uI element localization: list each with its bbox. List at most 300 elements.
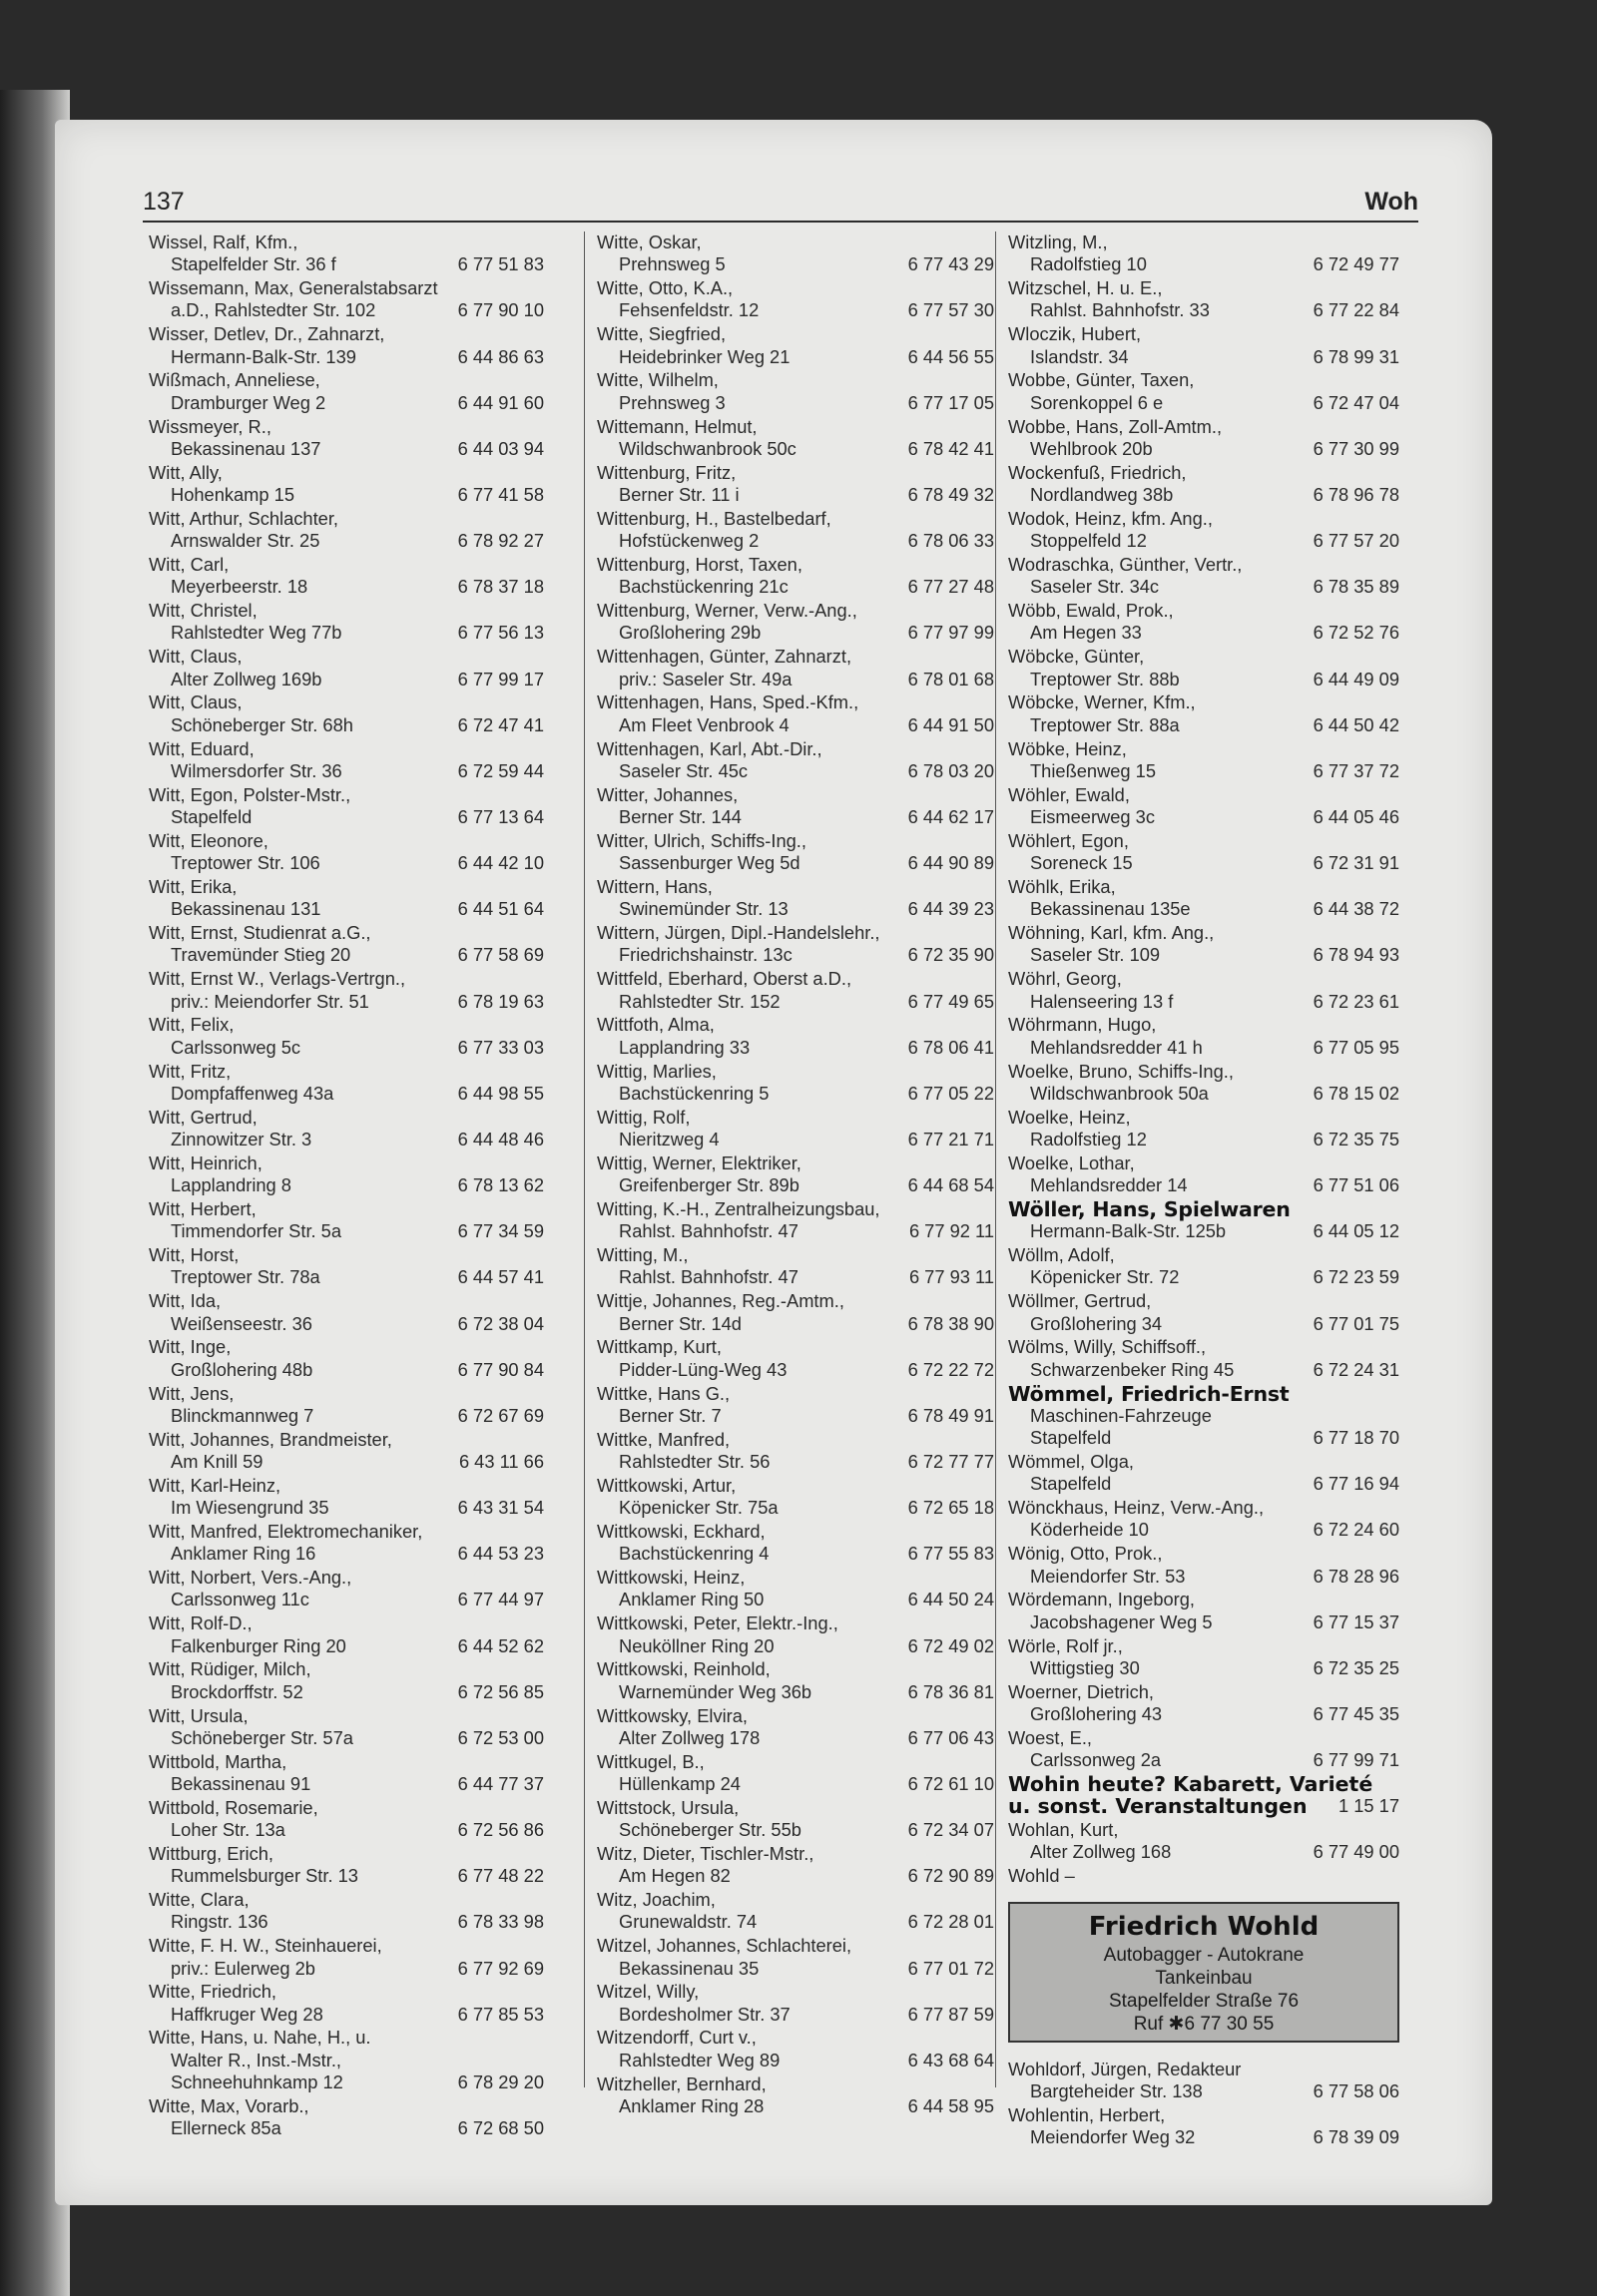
entry-name: Wodraschka, Günther, Vertr., <box>1008 553 1243 575</box>
directory-entry <box>149 1061 544 1106</box>
entry-phone: 6 77 49 00 <box>1313 1841 1399 1863</box>
entry-name: Wönig, Otto, Prok., <box>1008 1543 1163 1565</box>
directory-entry <box>1008 1152 1399 1197</box>
entry-name: Wohldorf, Jürgen, Redakteur <box>1008 2058 1242 2079</box>
entry-address: Bekassinenau 131 <box>171 898 321 920</box>
entry-name: Wißmach, Anneliese, <box>149 369 320 391</box>
entry-address: Rahlst. Bahnhofstr. 33 <box>1030 299 1210 321</box>
ad-line: Stapelfelder Straße 76 <box>1108 1990 1300 2012</box>
directory-entry <box>1008 738 1399 783</box>
entry-phone: 6 44 56 55 <box>907 345 994 367</box>
entry-phone: 6 78 15 02 <box>1313 1082 1399 1104</box>
entry-address: Schöneberger Str. 55b <box>619 1819 801 1841</box>
entry-name: Witz, Joachim, <box>597 1889 716 1911</box>
entry-address: Stapelfelder Str. 36 f <box>171 253 336 275</box>
entry-name: Woelke, Heinz, <box>1008 1106 1131 1128</box>
directory-entry <box>1008 1014 1399 1059</box>
entry-name: Witt, Herbert, <box>149 1197 257 1219</box>
directory-entry <box>597 323 994 368</box>
entry-name: Witzendorff, Curt v., <box>597 2027 757 2049</box>
entry-phone: 6 72 22 72 <box>907 1358 994 1380</box>
entry-phone: 6 44 05 46 <box>1313 805 1399 827</box>
entry-name: Witt, Christel, <box>149 600 258 622</box>
entry-name: Wittfoth, Alma, <box>597 1014 715 1036</box>
entry-name: Wittenburg, Werner, Verw.-Ang., <box>597 600 857 622</box>
entry-phone: 6 72 56 85 <box>457 1680 544 1702</box>
entry-name: Wöbb, Ewald, Prok., <box>1008 600 1174 622</box>
entry-phone: 6 77 21 71 <box>907 1128 994 1149</box>
entry-address: Am Hegen 33 <box>1030 622 1142 644</box>
column-3 <box>995 231 1399 2147</box>
directory-entry <box>597 922 994 967</box>
directory-entry <box>597 2027 994 2071</box>
entry-name: Wittig, Marlies, <box>597 1060 717 1082</box>
entry-address: Am Hegen 82 <box>619 1865 731 1887</box>
entry-name: Wittkowski, Artur, <box>597 1474 737 1496</box>
entry-phone: 6 72 38 04 <box>457 1312 544 1334</box>
entry-phone: 6 44 42 10 <box>457 852 544 874</box>
entry-phone: 6 77 41 58 <box>457 484 544 505</box>
entry-phone: 6 78 01 68 <box>907 668 994 689</box>
directory-entry <box>149 1152 544 1197</box>
directory-entry <box>149 416 544 461</box>
entry-address: Bekassinenau 35 <box>619 1957 760 1979</box>
advertisement-box <box>1008 1902 1399 2043</box>
directory-entry <box>1008 1727 1399 1772</box>
entry-address: Stapelfeld <box>1030 1473 1112 1495</box>
entry-address: Greifenberger Str. 89b <box>619 1174 799 1196</box>
directory-entry <box>1008 830 1399 875</box>
entry-phone: 6 72 77 77 <box>907 1450 994 1472</box>
directory-entry <box>597 1981 994 2026</box>
entry-phone: 6 72 65 18 <box>907 1497 994 1519</box>
entry-name: Wittig, Werner, Elektriker, <box>597 1151 801 1173</box>
entry-phone: 6 72 24 60 <box>1313 1519 1399 1541</box>
entry-address: Rahlstedter Str. 56 <box>619 1450 771 1472</box>
entry-name: Wittke, Hans G., <box>597 1382 731 1404</box>
entry-address: Fehsenfeldstr. 12 <box>619 299 760 321</box>
entry-phone: 6 77 57 20 <box>1313 530 1399 552</box>
entry-address: Wilmersdorfer Str. 36 <box>171 759 342 781</box>
directory-entry <box>597 416 994 461</box>
entry-name: Wissmeyer, R., <box>149 415 271 437</box>
entry-address: Berner Str. 14d <box>619 1312 742 1334</box>
entry-phone: 6 44 48 46 <box>457 1128 544 1149</box>
entry-address: Timmendorfer Str. 5a <box>171 1220 342 1242</box>
entry-name: Witt, Manfred, Elektromechaniker, <box>149 1520 423 1542</box>
entry-phone: 6 77 93 11 <box>908 1266 994 1288</box>
entry-phone: 6 77 06 43 <box>907 1726 994 1748</box>
directory-entry <box>1008 554 1399 599</box>
entry-phone: 6 78 49 91 <box>907 1404 994 1426</box>
entry-name: Witt, Inge, <box>149 1336 232 1358</box>
entry-name: Wönckhaus, Heinz, Verw.-Ang., <box>1008 1497 1265 1519</box>
entry-phone: 6 72 35 90 <box>907 944 994 966</box>
entry-name: Wockenfuß, Friedrich, <box>1008 461 1187 483</box>
directory-entry <box>597 1797 994 1842</box>
entry-name: Wittemann, Helmut, <box>597 415 758 437</box>
entry-address: priv.: Meiendorfer Str. 51 <box>171 990 369 1012</box>
entry-phone: 6 77 55 83 <box>907 1543 994 1565</box>
entry-phone: 6 72 34 07 <box>907 1819 994 1841</box>
entry-address: Stapelfeld <box>1030 1427 1112 1449</box>
directory-entry <box>149 600 544 645</box>
entry-phone: 6 77 01 75 <box>1313 1312 1399 1334</box>
directory-entry <box>597 1107 994 1151</box>
entry-name: Wittbold, Martha, <box>149 1750 287 1772</box>
ad-phone: Ruf ✱6 77 30 55 <box>1133 2013 1275 2035</box>
entry-address: Neuköllner Ring 20 <box>619 1634 775 1656</box>
entry-phone: 6 72 68 50 <box>457 2117 544 2139</box>
entry-name: Wittkowski, Heinz, <box>597 1567 746 1589</box>
directory-entry <box>149 1198 544 1243</box>
ad-line: Autobagger - Autokrane <box>1103 1944 1305 1966</box>
entry-name: Wloczik, Hubert, <box>1008 323 1142 345</box>
entry-address: Haffkruger Weg 28 <box>171 2003 323 2025</box>
entry-phone: 6 78 06 41 <box>907 1036 994 1058</box>
entry-address: Bekassinenau 91 <box>171 1772 311 1794</box>
directory-entry <box>1008 1336 1399 1381</box>
entry-name: Witt, Ernst W., Verlags-Vertrgn., <box>149 968 406 990</box>
entry-address: Wildschwanbrook 50c <box>619 437 797 459</box>
entry-address: Bachstückenring 4 <box>619 1543 770 1565</box>
entry-name: Witt, Rüdiger, Milch, <box>149 1658 311 1680</box>
entry-address: Mehlandsredder 41 h <box>1030 1036 1203 1058</box>
directory-entry <box>597 691 994 736</box>
entry-name: Wittern, Jürgen, Dipl.-Handelslehr., <box>597 922 880 944</box>
entry-name: Wörle, Rolf jr., <box>1008 1634 1123 1656</box>
entry-name: Wittstock, Ursula, <box>597 1796 740 1818</box>
entry-address: Radolfstieg 10 <box>1030 253 1147 275</box>
entry-name: Wöbcke, Günter, <box>1008 646 1145 668</box>
entry-phone: 6 44 05 12 <box>1313 1220 1399 1242</box>
directory-entry <box>1008 691 1399 736</box>
directory-entry <box>1008 1681 1399 1726</box>
directory-entry <box>149 830 544 875</box>
entry-address: Anklamer Ring 16 <box>171 1543 316 1565</box>
entry-address: Nieritzweg 4 <box>619 1128 720 1149</box>
directory-entry <box>597 1475 994 1520</box>
entry-name: Wittkowski, Eckhard, <box>597 1520 766 1542</box>
entry-phone: 6 77 56 13 <box>457 622 544 644</box>
entry-phone: 6 77 18 70 <box>1313 1427 1399 1449</box>
entry-address: Pidder-Lüng-Weg 43 <box>619 1358 788 1380</box>
directory-entry <box>1008 1383 1399 1450</box>
entry-address: Schöneberger Str. 68h <box>171 713 353 735</box>
entry-address: Saseler Str. 45c <box>619 759 749 781</box>
entry-address: Stapelfeld <box>171 805 253 827</box>
entry-name: Wittenburg, Horst, Taxen, <box>597 553 802 575</box>
directory-entry <box>149 1981 544 2026</box>
directory-entry <box>597 1751 994 1796</box>
directory-entry <box>1008 416 1399 461</box>
entry-name: Witt, Ernst, Studienrat a.G., <box>149 922 371 944</box>
entry-name: Witt, Eleonore, <box>149 829 268 851</box>
directory-entry <box>149 1612 544 1657</box>
entry-name: Wöllmer, Gertrud, <box>1008 1290 1152 1312</box>
entry-phone: 6 77 05 22 <box>907 1082 994 1104</box>
directory-entry <box>1008 1589 1399 1633</box>
directory-entry <box>597 277 994 322</box>
entry-name: Wohlentin, Herbert, <box>1008 2103 1166 2125</box>
entry-address: Wehlbrook 20b <box>1030 437 1153 459</box>
entry-phone: 6 44 51 64 <box>457 898 544 920</box>
entry-address: Heidebrinker Weg 21 <box>619 345 791 367</box>
entry-address: Meiendorfer Str. 53 <box>1030 1565 1186 1587</box>
entry-address: Islandstr. 34 <box>1030 345 1129 367</box>
directory-entry <box>597 876 994 921</box>
page-number: 137 <box>143 188 185 216</box>
entry-name: Witting, M., <box>597 1244 689 1266</box>
entry-phone: 6 72 59 44 <box>457 759 544 781</box>
entry-address: Jacobshagener Weg 5 <box>1030 1610 1213 1632</box>
entry-phone: 6 72 67 69 <box>457 1404 544 1426</box>
entry-name: Witte, Wilhelm, <box>597 369 719 391</box>
entry-phone: 6 72 28 01 <box>907 1911 994 1933</box>
entry-phone: 6 72 53 00 <box>457 1726 544 1748</box>
entry-phone: 6 77 99 17 <box>457 668 544 689</box>
entry-name: Witzschel, H. u. E., <box>1008 277 1163 299</box>
entry-name: Wölms, Willy, Schiffsoff., <box>1008 1336 1207 1358</box>
entry-name: Wittburg, Erich, <box>149 1842 273 1864</box>
entry-name: Wohin heute? Kabarett, Varieté <box>1008 1771 1373 1796</box>
directory-entry <box>597 369 994 414</box>
entry-name: Witt, Norbert, Vers.-Ang., <box>149 1567 352 1589</box>
directory-entry <box>149 2095 544 2140</box>
entry-address: Rahlstedter Str. 152 <box>619 990 781 1012</box>
entry-phone: 6 72 49 77 <box>1313 253 1399 275</box>
entry-address: Warnemünder Weg 36b <box>619 1680 812 1702</box>
entry-address: Berner Str. 144 <box>619 805 742 827</box>
directory-entry <box>149 1336 544 1381</box>
entry-address: Carlssonweg 11c <box>171 1589 309 1610</box>
directory-entry <box>597 784 994 829</box>
entry-phone: 6 77 57 30 <box>907 299 994 321</box>
entry-phone: 6 44 91 60 <box>457 391 544 413</box>
directory-entry <box>149 968 544 1013</box>
entry-name: Witte, Otto, K.A., <box>597 277 734 299</box>
entry-address: Alter Zollweg 169b <box>171 668 322 689</box>
entry-phone: 6 78 33 98 <box>457 1911 544 1933</box>
entry-address: Bekassinenau 135e <box>1030 898 1191 920</box>
directory-entry <box>597 1889 994 1934</box>
entry-phone: 6 77 58 69 <box>457 944 544 966</box>
entry-address: Eismeerweg 3c <box>1030 805 1155 827</box>
entry-address: Rummelsburger Str. 13 <box>171 1865 358 1887</box>
directory-page <box>55 120 1492 2205</box>
directory-entry <box>597 1290 994 1335</box>
directory-entry <box>597 646 994 690</box>
entry-phone: 6 44 58 95 <box>907 2094 994 2116</box>
entry-name: Witt, Felix, <box>149 1014 235 1036</box>
entry-phone: 6 77 49 65 <box>907 990 994 1012</box>
entry-phone: 6 44 50 24 <box>907 1589 994 1610</box>
entry-name: Wittenhagen, Günter, Zahnarzt, <box>597 646 852 668</box>
directory-entry <box>1008 922 1399 967</box>
entry-phone: 6 77 51 83 <box>457 253 544 275</box>
entry-phone: 6 72 56 86 <box>457 1819 544 1841</box>
entry-name: Woest, E., <box>1008 1726 1092 1748</box>
entry-phone: 6 78 37 18 <box>457 576 544 598</box>
entry-name: Witter, Johannes, <box>597 783 739 805</box>
entry-name: Witt, Rolf-D., <box>149 1612 253 1634</box>
entry-address: Hohenkamp 15 <box>171 484 294 505</box>
directory-entry <box>597 1521 994 1566</box>
entry-phone: 6 77 99 71 <box>1313 1749 1399 1771</box>
entry-address: Köpenicker Str. 75a <box>619 1497 779 1519</box>
entry-phone: 6 78 36 81 <box>907 1680 994 1702</box>
directory-entry <box>1008 876 1399 921</box>
entry-address: Sassenburger Weg 5d <box>619 852 800 874</box>
entry-name: Wittkowski, Reinhold, <box>597 1658 771 1680</box>
entry-address: Thießenweg 15 <box>1030 759 1157 781</box>
entry-address: Treptower Str. 88a <box>1030 713 1180 735</box>
directory-entry <box>149 922 544 967</box>
entry-address: Hüllenkamp 24 <box>619 1772 741 1794</box>
directory-entry <box>597 231 994 276</box>
entry-name: Witt, Eduard, <box>149 737 255 759</box>
entry-phone: 6 77 37 72 <box>1313 759 1399 781</box>
entry-address: Bordesholmer Str. 37 <box>619 2003 791 2025</box>
directory-entry <box>149 646 544 690</box>
entry-phone: 6 78 28 96 <box>1313 1565 1399 1587</box>
entry-address: Dramburger Weg 2 <box>171 391 326 413</box>
entry-name: Wohld – <box>1008 1865 1075 1887</box>
directory-entry <box>597 600 994 645</box>
entry-phone: 6 72 47 41 <box>457 713 544 735</box>
entry-name: Woelke, Bruno, Schiffs-Ing., <box>1008 1060 1234 1082</box>
entry-name: Wöhrmann, Hugo, <box>1008 1014 1157 1036</box>
directory-entry <box>149 1383 544 1428</box>
entry-name: Wittern, Hans, <box>597 875 713 897</box>
entry-address: Alter Zollweg 178 <box>619 1726 761 1748</box>
entry-phone: 6 77 58 06 <box>1313 2079 1399 2101</box>
entry-address: Meiendorfer Weg 32 <box>1030 2125 1196 2147</box>
entry-phone: 6 78 19 63 <box>457 990 544 1012</box>
entry-name: Wisser, Detlev, Dr., Zahnarzt, <box>149 323 385 345</box>
entry-phone: 6 43 68 64 <box>907 2049 994 2070</box>
entry-name: Witt, Johannes, Brandmeister, <box>149 1428 392 1450</box>
entry-address: Bekassinenau 137 <box>171 437 321 459</box>
entry-name: Witzel, Johannes, Schlachterei, <box>597 1935 852 1957</box>
directory-entry <box>597 1612 994 1657</box>
entry-address: Anklamer Ring 28 <box>619 2094 765 2116</box>
directory-entry <box>597 1152 994 1197</box>
entry-address: Im Wiesengrund 35 <box>171 1497 329 1519</box>
entry-name: Witte, Oskar, <box>597 231 702 252</box>
entry-name: Wördemann, Ingeborg, <box>1008 1589 1195 1610</box>
directory-entry <box>597 1843 994 1888</box>
entry-phone: 6 44 52 62 <box>457 1634 544 1656</box>
directory-entry <box>1008 1451 1399 1496</box>
directory-entry <box>149 462 544 507</box>
entry-phone: 6 44 39 23 <box>907 898 994 920</box>
directory-entry <box>597 830 994 875</box>
entry-name: Wodok, Heinz, kfm. Ang., <box>1008 507 1213 529</box>
entry-name: Wittenhagen, Hans, Sped.-Kfm., <box>597 691 859 713</box>
directory-entry <box>1008 369 1399 414</box>
entry-phone: 6 77 92 11 <box>908 1220 994 1242</box>
entry-name: Witt, Horst, <box>149 1244 240 1266</box>
directory-entry <box>1008 646 1399 690</box>
entry-name: Wittkowsky, Elvira, <box>597 1704 748 1726</box>
directory-entry <box>1008 1497 1399 1542</box>
directory-entry <box>149 738 544 783</box>
entry-address: Schöneberger Str. 57a <box>171 1726 353 1748</box>
entry-phone: 6 77 15 37 <box>1313 1610 1399 1632</box>
entry-phone: 6 77 45 35 <box>1313 1702 1399 1724</box>
entry-name: Witzheller, Bernhard, <box>597 2072 767 2094</box>
directory-entry <box>149 1843 544 1888</box>
column-2 <box>584 231 994 2116</box>
directory-entry <box>597 2073 994 2118</box>
entry-name: Wöbke, Heinz, <box>1008 737 1127 759</box>
entry-phone: 6 77 16 94 <box>1313 1473 1399 1495</box>
entry-name: Woelke, Lothar, <box>1008 1151 1135 1173</box>
ad-title: Friedrich Wohld <box>1088 1911 1320 1942</box>
entry-address: Friedrichshainstr. 13c <box>619 944 793 966</box>
entry-phone: 6 72 23 61 <box>1313 990 1399 1012</box>
entry-phone: 6 77 92 69 <box>457 1957 544 1979</box>
entry-name: Witt, Arthur, Schlachter, <box>149 507 338 529</box>
entry-address: Blinckmannweg 7 <box>171 1404 314 1426</box>
entry-phone: 6 44 03 94 <box>457 437 544 459</box>
entry-address: a.D., Rahlstedter Str. 102 <box>171 299 376 321</box>
entry-address: Carlssonweg 5c <box>171 1036 301 1058</box>
directory-entry <box>149 508 544 553</box>
entry-name: Wöhler, Ewald, <box>1008 783 1130 805</box>
entry-phone: 6 77 51 06 <box>1313 1174 1399 1196</box>
entry-name: Wittbold, Rosemarie, <box>149 1796 318 1818</box>
entry-address: Schwarzenbeker Ring 45 <box>1030 1358 1235 1380</box>
entry-name: Witt, Ally, <box>149 461 223 483</box>
entry-name: Witte, Clara, <box>149 1889 250 1911</box>
directory-entry <box>149 1567 544 1611</box>
directory-entry <box>149 277 544 322</box>
entry-address: Bachstückenring 5 <box>619 1082 770 1104</box>
entry-name: Witter, Ulrich, Schiffs-Ing., <box>597 829 806 851</box>
directory-entry <box>1008 968 1399 1013</box>
entry-address: Zinnowitzer Str. 3 <box>171 1128 312 1149</box>
entry-address: Saseler Str. 109 <box>1030 944 1161 966</box>
directory-entry <box>1008 277 1399 322</box>
directory-entry <box>149 1889 544 1934</box>
entry-phone: 6 78 06 33 <box>907 530 994 552</box>
entry-phone: 6 44 57 41 <box>457 1266 544 1288</box>
entry-address: u. sonst. Veranstaltungen <box>1008 1795 1308 1818</box>
directory-entry <box>1008 508 1399 553</box>
entry-name: Wissel, Ralf, Kfm., <box>149 231 298 252</box>
entry-phone: 6 78 03 20 <box>907 759 994 781</box>
entry-name: Wobbe, Günter, Taxen, <box>1008 369 1195 391</box>
entry-name: Wöhlert, Egon, <box>1008 829 1129 851</box>
directory-entry <box>1008 462 1399 507</box>
entry-phone: 6 43 11 66 <box>458 1450 544 1472</box>
entry-name: Wohlan, Kurt, <box>1008 1819 1119 1841</box>
entry-address: Halenseering 13 f <box>1030 990 1174 1012</box>
entry-name: Witt, Ida, <box>149 1290 222 1312</box>
directory-entry <box>597 1336 994 1381</box>
entry-name: Wöhlk, Erika, <box>1008 875 1116 897</box>
entry-address: Lapplandring 8 <box>171 1174 291 1196</box>
directory-entry <box>1008 784 1399 829</box>
directory-entry <box>1008 1061 1399 1106</box>
directory-entry <box>149 1107 544 1151</box>
directory-entry <box>149 876 544 921</box>
directory-entry <box>1008 1819 1399 1864</box>
entry-address: Loher Str. 13a <box>171 1819 285 1841</box>
entry-name: Witt, Carl, <box>149 553 230 575</box>
